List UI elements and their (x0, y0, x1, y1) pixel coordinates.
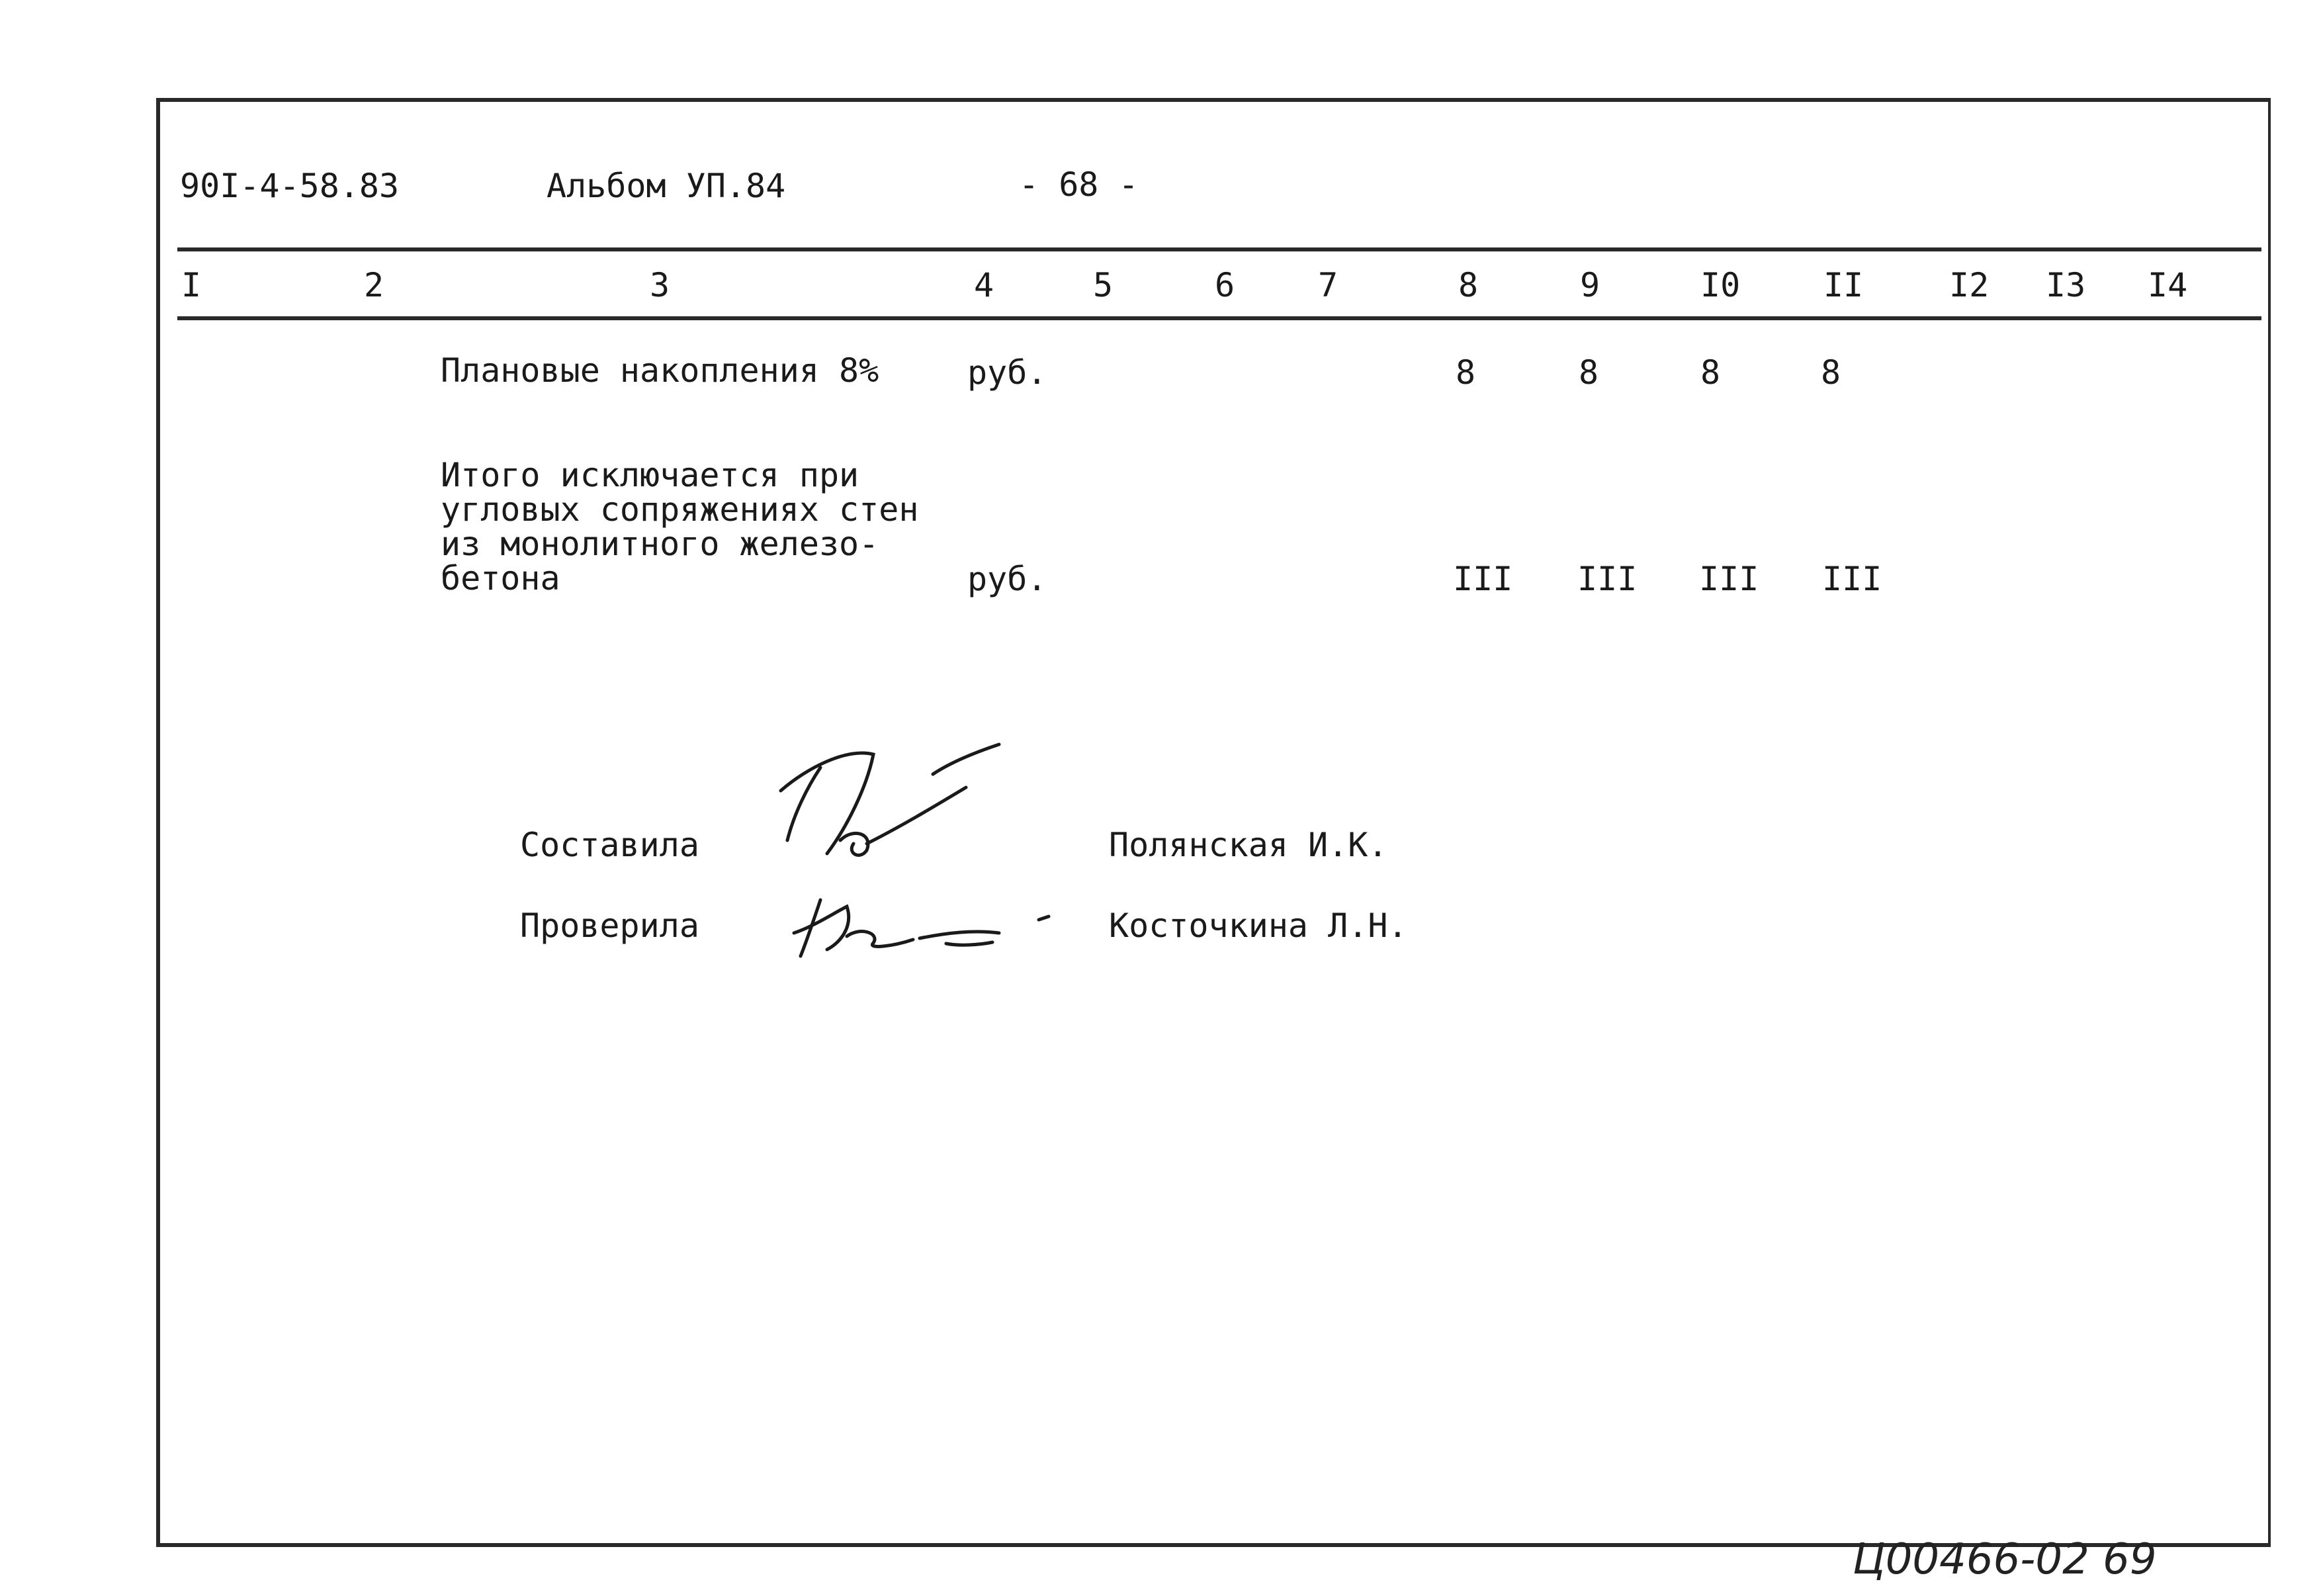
row-2-description-line-2: угловых сопряжениях стен (441, 490, 919, 529)
page-number: - 68 - (1019, 165, 1139, 204)
row-2-value-col10: III (1699, 560, 1759, 598)
column-header-11: II (1823, 266, 1864, 304)
column-header-3: 3 (650, 266, 670, 304)
album-label: Альбом УП.84 (547, 167, 786, 205)
row-2-description-line-1: Итого исключается при (441, 456, 859, 494)
row-2-description-line-4: бетона (441, 559, 560, 598)
row-2-value-col8: III (1453, 560, 1513, 598)
row-1-description: Плановые накопления 8% (441, 351, 879, 390)
column-header-12: I2 (1949, 266, 1990, 304)
row-2-value-col9: III (1577, 560, 1638, 598)
checked-by-name: Косточкина Л.Н. (1109, 907, 1408, 945)
column-header-2: 2 (364, 266, 384, 304)
row-1-unit: руб. (967, 353, 1047, 392)
archive-stamp: Ц00466-02 69 (1853, 1535, 2157, 1584)
document-code: 90I-4-58.83 (180, 167, 400, 205)
column-header-4: 4 (974, 266, 994, 304)
row-2-unit: руб. (967, 560, 1047, 598)
page-frame (156, 98, 2271, 1547)
compiled-signature (767, 728, 1032, 887)
row-2-description-line-3: из монолитного железо- (441, 525, 879, 563)
row-1-value-col8: 8 (1456, 353, 1476, 392)
checked-by-label: Проверила (520, 907, 699, 945)
column-header-9: 9 (1580, 266, 1600, 304)
compiled-by-label: Составила (520, 826, 699, 864)
compiled-by-name: Полянская И.К. (1109, 826, 1388, 864)
row-1-value-col9: 8 (1579, 353, 1599, 392)
column-header-10: I0 (1700, 266, 1741, 304)
column-header-6: 6 (1215, 266, 1235, 304)
column-header-1: I (181, 266, 202, 304)
row-2-value-col11: III (1822, 560, 1882, 598)
row-1-value-col11: 8 (1821, 353, 1841, 392)
column-header-8: 8 (1458, 266, 1479, 304)
column-header-5: 5 (1093, 266, 1114, 304)
table-header-rule (177, 316, 2261, 320)
row-1-value-col10: 8 (1700, 353, 1721, 392)
column-header-14: I4 (2148, 266, 2188, 304)
checked-signature (787, 887, 1078, 966)
column-header-7: 7 (1318, 266, 1338, 304)
column-header-13: I3 (2046, 266, 2086, 304)
table-top-rule (177, 247, 2261, 251)
